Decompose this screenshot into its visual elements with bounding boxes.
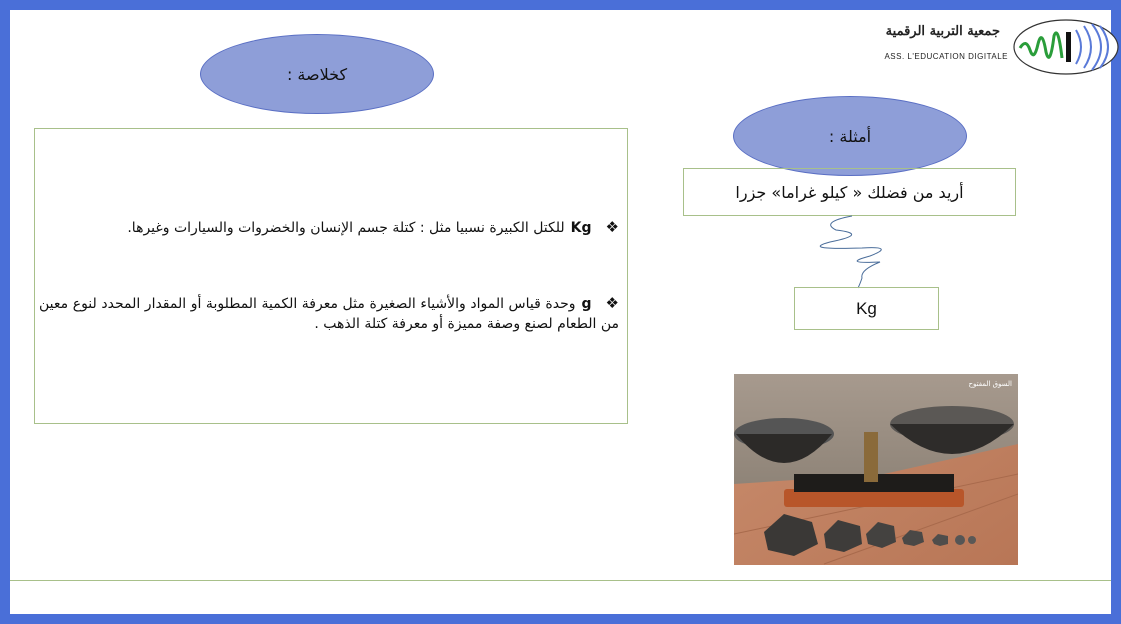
balance-scale-image [734, 374, 1018, 565]
summary-bullet-kg [39, 217, 619, 238]
photo-watermark: السوق المفتوح [968, 380, 1012, 388]
summary-heading: كخلاصة : [200, 34, 434, 114]
example-answer-unit: Kg [794, 287, 939, 330]
summary-bullet-g [39, 293, 619, 334]
slide [10, 10, 1111, 614]
unit-kg: Kg [570, 220, 592, 236]
example-sentence: أريد من فضلك « كيلو غراما» جزرا [683, 168, 1016, 216]
squiggle-connector [800, 214, 910, 290]
logo-arabic-name: جمعية التربية الرقمية [885, 24, 1000, 39]
logo [838, 18, 1120, 78]
diamond-bullet-icon: ❖ [605, 218, 619, 236]
footer-divider [10, 580, 1111, 581]
bullet-text: وحدة قياس المواد والأشياء الصغيرة مثل معرفة الكمية المطلوبة أو المقدار المحدد لنوع معين من الطعام لصنع وصفة مميزة أو معرفة كتلة الذهب . [39, 296, 619, 332]
diamond-bullet-icon: ❖ [605, 294, 619, 312]
logo-latin-name: ASS. L'EDUCATION DIGITALE [884, 52, 1008, 61]
logo-wave-icon [1012, 18, 1120, 76]
summary-box [34, 128, 628, 424]
bullet-text: للكتل الكبيرة نسبيا مثل : كتلة جسم الإنسان والخضروات والسيارات وغيرها. [127, 220, 565, 236]
examples-heading: أمثلة : [733, 96, 967, 176]
scale-photo [734, 374, 1018, 565]
unit-g: g [581, 296, 592, 312]
